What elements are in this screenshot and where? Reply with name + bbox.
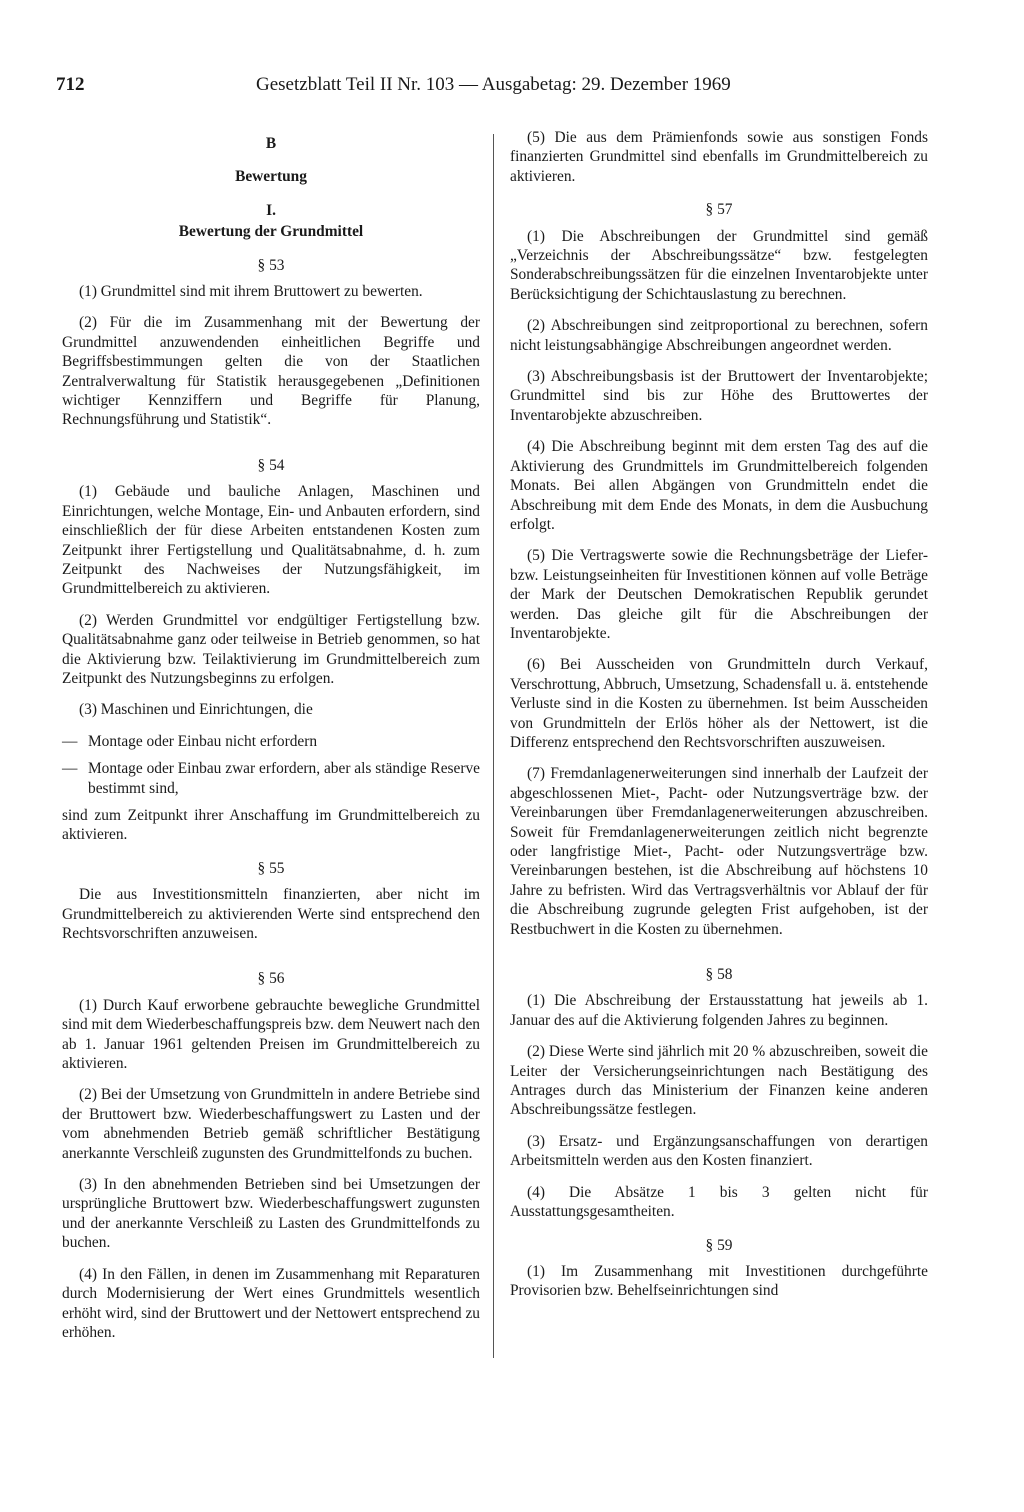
section-heading-59: § 59 [705, 1236, 733, 1254]
list-item-text: Montage oder Einbau zwar erfordern, aber als ständige Reserve bestimmt sind, [88, 760, 480, 797]
paragraph: (2) Abschreibungen sind zeitproportional zu berechnen, sofern nicht leistungsabhängige Abschreibungen angeordnet werden. [510, 317, 928, 354]
paragraph: (5) Die Vertragswerte sowie die Rechnungsbeträge der Liefer- bzw. Leistungseinheiten für Investitionen können auf volle Beträge der Mark der Deutschen Demokratischen Republik gerundet werden. Das gleiche gilt für die Abschreibungen der Inventarobjekte. [510, 547, 928, 642]
paragraph: (1) Im Zusammenhang mit Investitionen durchgeführte Provisorien bzw. Behelfseinrichtungen sind [510, 1262, 928, 1300]
dash-marker: — [62, 760, 78, 778]
paragraph: (1) Grundmittel sind mit ihrem Bruttowert zu bewerten. [79, 283, 423, 301]
dash-marker: — [62, 732, 78, 750]
paragraph: (2) Werden Grundmittel vor endgültiger Fertigstellung bzw. Qualitätsabnahme ganz oder teilweise in Betrieb genommen, so hat die Aktivierung bzw. Teilaktivierung im Grundmittelbereich zum Zeitpunkt des Nutzungsbeginns zu erfolgen. [62, 611, 480, 687]
left-column [62, 128, 480, 1354]
list-item [62, 732, 480, 751]
paragraph: (3) In den abnehmenden Betrieben sind bei Umsetzungen der ursprüngliche Bruttowert bzw. Wiederbeschaffungswert zugunsten und der anerkannte Verschleiß zu Lasten des Grundmittelfonds zu buchen. [62, 1176, 480, 1252]
part-letter-heading: B [265, 135, 277, 152]
section-heading-57: § 57 [705, 201, 733, 219]
paragraph: (1) Die Abschreibung der Erstausstattung hat jeweils ab 1. Januar des auf die Aktivierung folgenden Jahres zu beginnen. [510, 992, 928, 1029]
paragraph: (2) Diese Werte sind jährlich mit 20 % abzuschreiben, soweit die Leiter der Versicherungseinrichtungen nach Bestätigung des Antrages durch das Ministerium der Finanzen keine anderen Abschreibungssätze festlegen. [510, 1043, 928, 1119]
part-title-heading: Bewertung [235, 168, 307, 186]
section-heading-54: § 54 [257, 456, 285, 474]
page-header [56, 74, 936, 104]
paragraph: (3) Ersatz- und Ergänzungsanschaffungen von derartigen Arbeitsmitteln werden aus den Kosten finanziert. [510, 1132, 928, 1170]
paragraph: (1) Durch Kauf erworbene gebrauchte bewegliche Grundmittel sind mit dem Wiederbeschaffungspreis bzw. dem Neuwert nach den ab 1. Januar 1961 geltenden Preisen im Grundmittelbereich zu aktivieren. [62, 996, 480, 1073]
paragraph: (4) Die Absätze 1 bis 3 gelten nicht für Ausstattungsgesamtheiten. [510, 1183, 928, 1221]
paragraph: (3) Maschinen und Einrichtungen, die [79, 701, 313, 719]
paragraph: (7) Fremdanlagenerweiterungen sind innerhalb der Laufzeit der abgeschlossenen Miet-, Pacht- oder Nutzungsverträge bzw. der Vereinbarungen über Fremdanlagenerweiterungen abzuschreiben. Soweit für Fremdanlagenerweiterungen zeitlich nicht begrenzte oder langfristige Miet-, Pacht- oder Nutzungsverträge bzw. Vereinbarungen bestehen, ist die Abschreibung auf höchstens 10 Jahre zu befristen. Wird das Vertragsverhältnis vor Ablauf der für die Abschreibung zugrunde gelegten Frist aufgehoben, ist der Restbuchwert in die Kosten zu übernehmen. [510, 765, 928, 938]
paragraph: (4) Die Abschreibung beginnt mit dem ersten Tag des auf die Aktivierung des Grundmittels im Grundmittelbereich folgenden Monats. Bei allen Abgängen von Grundmitteln endet die Abschreibung mit dem Ende des Monats, in dem die Ausbuchung erfolgt. [510, 438, 928, 533]
page-number: 712 [56, 74, 85, 95]
paragraph: (6) Bei Ausscheiden von Grundmitteln durch Verkauf, Verschrottung, Abbruch, Umsetzung, Schadensfall u. ä. entstehende Verluste sind in die Kosten zu übernehmen. Ist beim Ausscheiden von Grundmitteln der Erlös höher als der Nettowert, ist die Differenz entsprechend den Rechtsvorschriften auszuweisen. [510, 656, 928, 751]
chapter-number-heading: I. [266, 201, 276, 219]
column-divider [493, 134, 494, 1358]
section-heading-56: § 56 [257, 970, 285, 988]
paragraph: (3) Abschreibungsbasis ist der Bruttowert der Inventarobjekte; Grundmittel sind bis zur Höhe des Bruttowertes der Inventarobjekte abzuschreiben. [510, 368, 928, 424]
paragraph: (2) Für die im Zusammenhang mit der Bewertung der Grundmittel anzuwendenden einheitlichen Begriffe und Begriffsbestimmungen gelten die von der Staatlichen Zentralverwaltung für Statistik herausgegebenen „Definitionen wichtiger Kennziffern und Begriffe für Planung, Rechnungsführung und Statistik“. [62, 314, 480, 429]
paragraph: (5) Die aus dem Prämienfonds sowie aus sonstigen Fonds finanzierten Grundmittel sind ebenfalls im Grundmittelbereich zu aktivieren. [510, 129, 928, 185]
chapter-title-heading: Bewertung der Grundmittel [178, 223, 364, 241]
paragraph-continuation: sind zum Zeitpunkt ihrer Anschaffung im Grundmittelbereich zu aktivieren. [62, 806, 480, 844]
section-heading-53: § 53 [257, 256, 285, 274]
list-item-text: Montage oder Einbau nicht erfordern [88, 732, 318, 750]
section-heading-55: § 55 [257, 859, 285, 877]
paragraph: (2) Bei der Umsetzung von Grundmitteln in andere Betriebe sind der Bruttowert bzw. Wiederbeschaffungswert zu Lasten und der vom abnehmenden Betrieb gemäß schriftlicher Bestätigung anerkannte Verschleiß zugunsten des Grundmittelfonds zu buchen. [62, 1086, 480, 1162]
section-heading-58: § 58 [705, 966, 733, 984]
list-item [62, 759, 480, 798]
running-head: Gesetzblatt Teil II Nr. 103 — Ausgabetag: 29. Dezember 1969 [256, 74, 731, 95]
paragraph: (4) In den Fällen, in denen im Zusammenhang mit Reparaturen durch Modernisierung der Wert eines Grundmittels wesentlich erhöht wird, sind der Bruttowert und der Nettowert entsprechend zu erhöhen. [62, 1265, 480, 1341]
right-column [510, 128, 928, 1313]
paragraph: (1) Die Abschreibungen der Grundmittel sind gemäß „Verzeichnis der Abschreibungssätze“ bzw. festgelegten Sonderabschreibungssätzen für die einzelnen Inventarobjekte unter Berücksichtigung der Schichtauslastung zu berechnen. [510, 227, 928, 303]
paragraph: Die aus Investitionsmitteln finanzierten, aber nicht im Grundmittelbereich zu aktivierenden Werte sind entsprechend den Rechtsvorschriften anzuweisen. [62, 886, 480, 942]
paragraph: (1) Gebäude und bauliche Anlagen, Maschinen und Einrichtungen, welche Montage, Ein- und Anbauten erfordern, sind einschließlich der für diese Arbeiten entstandenen Kosten zum Zeitpunkt ihrer Fertigstellung und Qualitätsabnahme, d. h. zum Zeitpunkt des Nachweises der Nutzungsfähigkeit, im Grundmittelbereich zu aktivieren. [62, 483, 480, 598]
